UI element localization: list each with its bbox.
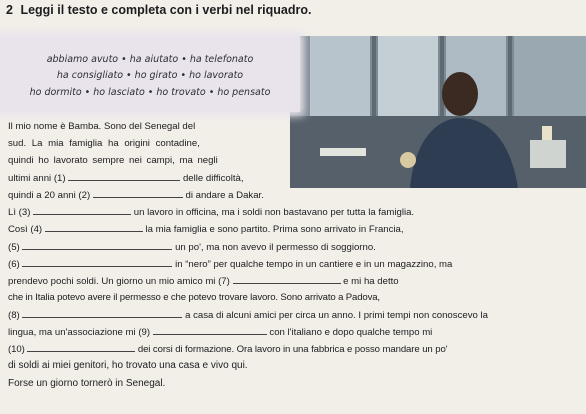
text-line-5-end: di andare a Dakar.: [185, 190, 264, 201]
verb-box: [0, 36, 300, 112]
text-line-5: [8, 189, 264, 202]
verb-box-line-1: abbiamo avuto • ha aiutato • ha telefonato: [46, 54, 254, 65]
text-line-9-end: in “nero” per qualche tempo in un cantiere e in un magazzino, ma: [175, 259, 453, 270]
text-line-13: [8, 326, 432, 339]
text-line-12-start: (8): [8, 310, 20, 321]
text-line-7: [8, 223, 404, 236]
text-line-8: [8, 241, 376, 254]
photo-illustration: [290, 36, 586, 188]
verb-box-line-3: ho dormito • ho lasciato • ho trovato • ho pensato: [29, 87, 271, 98]
text-line-6-end: un lavoro in officina, ma i soldi non bastavano per tutta la famiglia.: [133, 207, 415, 218]
text-line-9-start: (6): [8, 259, 20, 270]
verb-box-line-2: ha consigliato • ho girato • ho lavorato: [56, 70, 244, 81]
text-line-12: [8, 309, 488, 322]
blank-3[interactable]: [33, 206, 131, 215]
text-line-10-end: e mi ha detto: [343, 276, 399, 287]
exercise-instruction: [6, 3, 311, 17]
instruction-text: Leggi il testo e completa con i verbi nel riquadro.: [20, 3, 312, 17]
blank-8[interactable]: [22, 309, 182, 318]
text-line-10: [8, 275, 399, 288]
text-line-11: che in Italia potevo avere il permesso e che potevo trovare lavoro. Sono arrivato a Padova,: [8, 292, 380, 303]
text-line-5-start: quindi a 20 anni (2): [8, 190, 91, 201]
blank-9[interactable]: [153, 326, 267, 335]
text-line-12-end: a casa di alcuni amici per circa un anno. I primi tempi non conoscevo la: [185, 310, 488, 321]
blank-5[interactable]: [22, 241, 172, 250]
text-line-13-end: con l'italiano e dopo qualche tempo mi: [269, 327, 433, 338]
text-line-4: [8, 172, 244, 185]
text-line-9: [8, 258, 452, 271]
text-line-6: [8, 206, 414, 219]
text-line-8-end: un po', ma non avevo il permesso di soggiorno.: [175, 242, 376, 253]
text-line-3: quindi ho lavorato sempre nei campi, ma negli: [8, 155, 218, 166]
text-line-8-start: (5): [8, 242, 20, 253]
blank-6[interactable]: [22, 258, 172, 267]
text-line-13-start: lingua, ma un'associazione mi (9): [8, 327, 151, 338]
blank-4[interactable]: [45, 223, 143, 232]
blank-7[interactable]: [233, 275, 341, 284]
text-line-1: Il mio nome è Bamba. Sono del Senegal del: [8, 121, 196, 132]
text-line-4-start: ultimi anni (1): [8, 173, 66, 184]
exercise-number: 2: [6, 3, 13, 17]
text-line-14-end: dei corsi di formazione. Ora lavoro in una fabbrica e posso mandare un po': [137, 344, 448, 355]
text-line-7-end: la mia famiglia e sono partito. Prima sono arrivato in Francia,: [145, 224, 404, 235]
text-line-15: di soldi ai miei genitori, ho trovato una casa e vivo qui.: [8, 360, 248, 371]
text-line-4-end: delle difficoltà,: [182, 173, 244, 184]
text-line-10-start: prendevo pochi soldi. Un giorno un mio amico mi (7): [8, 276, 230, 287]
text-line-16: Forse un giorno tornerò in Senegal.: [8, 378, 166, 389]
blank-2[interactable]: [93, 189, 183, 198]
text-line-14: [8, 343, 447, 356]
text-line-14-start: (10): [8, 344, 25, 355]
photo-man-in-office: [290, 36, 586, 188]
text-line-2: sud. La mia famiglia ha origini contadine,: [8, 138, 200, 149]
text-line-6-start: Lì (3): [8, 207, 31, 218]
text-line-7-start: Così (4): [8, 224, 43, 235]
blank-1[interactable]: [68, 172, 180, 181]
blank-10[interactable]: [27, 343, 135, 352]
